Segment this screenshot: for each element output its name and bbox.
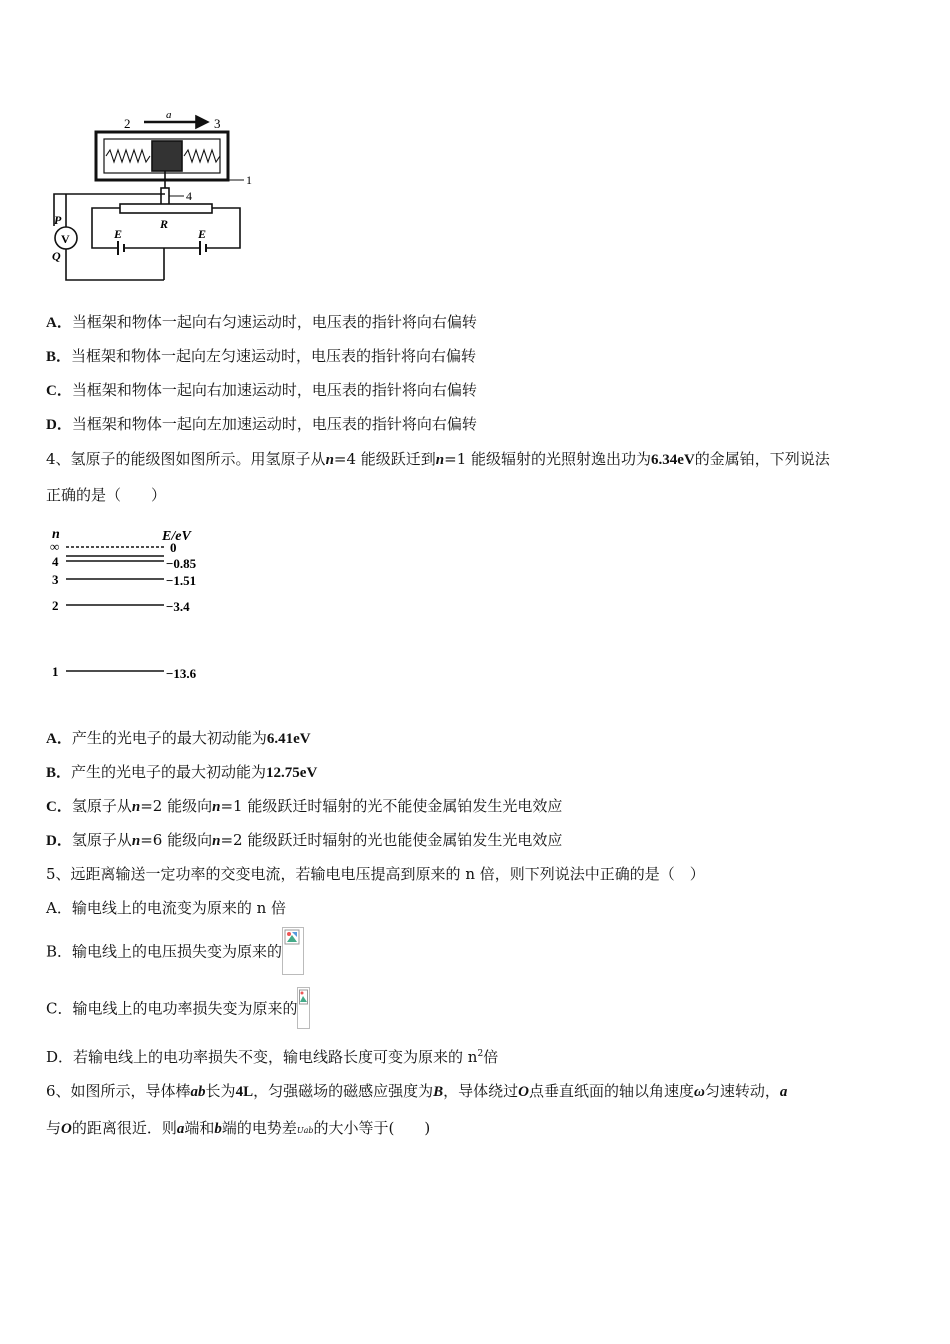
level-E-1: −13.6 — [166, 666, 197, 681]
energy-header-n: n — [52, 527, 60, 542]
level-n-4: 4 — [52, 554, 59, 569]
q4-option-d: D．氢原子从n=6 能级向n=2 能级跃迁时辐射的光也能使金属铂发生光电效应 — [46, 831, 563, 849]
voltmeter-label: V — [61, 232, 70, 246]
label-R: R — [160, 217, 169, 231]
label-E-right: E — [198, 227, 207, 241]
q4-option-b: B．产生的光电子的最大初动能为12.75eV — [46, 763, 318, 781]
label-P: P — [54, 213, 62, 227]
label-3: 3 — [214, 116, 221, 131]
broken-image-icon — [282, 927, 304, 975]
q3-option-b: B．当框架和物体一起向左匀速运动时，电压表的指针将向右偏转 — [46, 347, 477, 365]
q5-option-d: D．若输电线上的电功率损失不变，输电线路长度可变为原来的 $n^2$倍 — [46, 1048, 499, 1066]
level-E-inf: 0 — [170, 540, 177, 555]
q5-option-b: B．输电线上的电压损失变为原来的 — [46, 927, 304, 975]
q3-option-c: C．当框架和物体一起向右加速运动时，电压表的指针将向右偏转 — [46, 381, 477, 399]
q3-option-d: D．当框架和物体一起向左加速运动时，电压表的指针将向右偏转 — [46, 415, 477, 433]
label-2: 2 — [124, 116, 131, 131]
level-n-inf: ∞ — [50, 539, 60, 554]
accelerometer-circuit-figure — [48, 108, 268, 288]
q5-stem: 5、远距离输送一定功率的交变电流，若输电电压提高到原来的 n 倍，则下列说法中正确的是（ ） — [46, 865, 705, 883]
q5-option-c: C．输电线上的电功率损失变为原来的 — [46, 987, 310, 1029]
energy-header-E: E/eV — [162, 529, 191, 544]
level-n-2: 2 — [52, 598, 59, 613]
q6-stem-line2: 与O的距离很近．则a端和b端的电势差Uab的大小等于( ) — [46, 1119, 431, 1137]
level-E-4: −0.85 — [166, 556, 197, 571]
q6-stem-line1: 6、如图所示，导体棒ab长为4L，匀强磁场的磁感应强度为B，导体绕过O点垂直纸面的轴以角速度ω匀速转动，a — [46, 1082, 788, 1100]
level-E-3: −1.51 — [166, 573, 197, 588]
q4-option-a: A．产生的光电子的最大初动能为6.41eV — [46, 729, 311, 747]
broken-image-icon — [297, 987, 310, 1029]
level-E-2: −3.4 — [166, 599, 190, 614]
q4-option-c: C．氢原子从n=2 能级向n=1 能级跃迁时辐射的光不能使金属铂发生光电效应 — [46, 797, 563, 815]
label-E-left: E — [114, 227, 123, 241]
q4-stem-line2: 正确的是（ ） — [46, 486, 167, 504]
q5-option-a: A．输电线上的电流变为原来的 n 倍 — [46, 899, 287, 917]
level-n-1: 1 — [52, 664, 59, 679]
level-n-3: 3 — [52, 572, 59, 587]
label-4: 4 — [186, 189, 192, 203]
label-a: a — [166, 109, 172, 121]
label-1: 1 — [246, 173, 252, 187]
energy-level-diagram — [44, 524, 224, 690]
q4-stem-line1: 4、氢原子的能级图如图所示。用氢原子从n=4 能级跃迁到n=1 能级辐射的光照射逸出功为6.34eV的金属铂，下列说法 — [46, 450, 830, 468]
q3-option-a: A．当框架和物体一起向右匀速运动时，电压表的指针将向右偏转 — [46, 313, 477, 331]
label-Q: Q — [52, 249, 61, 263]
